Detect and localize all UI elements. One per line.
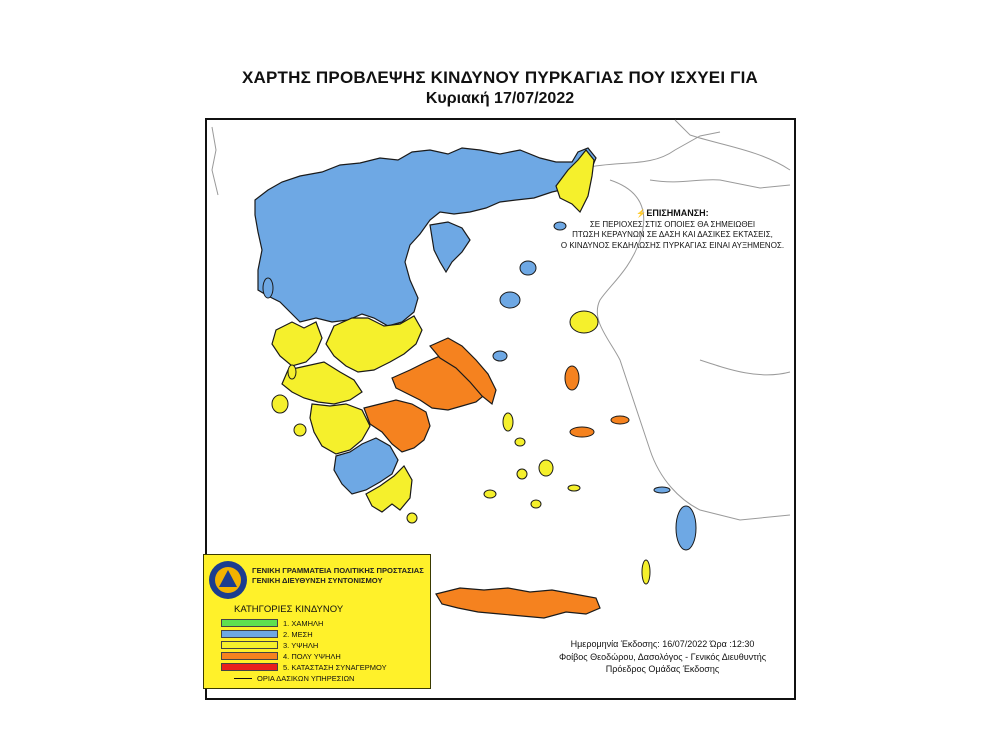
issue-date: Ημερομηνία Έκδοσης: 16/07/2022 Ώρα :12:30 xyxy=(570,639,755,649)
legend-label: 1. ΧΑΜΗΛΗ xyxy=(283,618,324,628)
tinos xyxy=(515,438,525,446)
legend-boundary xyxy=(234,674,354,683)
legend-label: 2. ΜΕΣΗ xyxy=(283,629,313,639)
issue-info xyxy=(520,638,805,676)
limnos xyxy=(500,292,520,308)
legend-label: 3. ΥΨΗΛΗ xyxy=(283,640,319,650)
lefkada xyxy=(288,365,296,379)
legend-item-alert xyxy=(221,662,387,672)
andros xyxy=(503,413,513,431)
issuer-role: Πρόεδρος Ομάδας Έκδοσης xyxy=(605,664,720,674)
legend-item-very-high xyxy=(221,651,341,661)
legend-item-medium xyxy=(221,629,313,639)
skyros xyxy=(493,351,507,361)
naxos xyxy=(539,460,553,476)
notice-line: ΣΕ ΠΕΡΙΟΧΕΣ ΣΤΙΣ ΟΠΟΙΕΣ ΘΑ ΣΗΜΕΙΩΘΕΙ xyxy=(589,219,756,229)
lesvos xyxy=(570,311,598,333)
boundary-line-symbol xyxy=(234,678,252,679)
paros xyxy=(517,469,527,479)
ikaria xyxy=(611,416,629,424)
kythira xyxy=(407,513,417,523)
amorgos xyxy=(568,485,580,491)
notice-line: Ο ΚΙΝΔΥΝΟΣ ΕΚΔΗΛΩΣΗΣ ΠΥΡΚΑΓΙΑΣ ΕΙΝΑΙ ΑΥΞΗΜΕΝΟΣ. xyxy=(560,240,785,250)
samos xyxy=(570,427,594,437)
zakynthos xyxy=(294,424,306,436)
boundary-label: ΟΡΙΑ ΔΑΣΙΚΩΝ ΥΠΗΡΕΣΙΩΝ xyxy=(257,674,355,683)
legend-label: 5. ΚΑΤΑΣΤΑΣΗ ΣΥΝΑΓΕΡΜΟΥ xyxy=(283,662,387,672)
rhodes xyxy=(676,506,696,550)
org-line-2: ΓΕΝΙΚΗ ΔΙΕΥΘΥΝΣΗ ΣΥΝΤΟΝΙΣΜΟΥ xyxy=(252,576,383,585)
chalkidiki xyxy=(430,222,470,272)
karpathos xyxy=(642,560,650,584)
organization-name xyxy=(252,566,424,586)
corfu xyxy=(263,278,273,298)
crete xyxy=(436,588,600,618)
legend-label: 4. ΠΟΛΥ ΥΨΗΛΗ xyxy=(283,651,341,661)
thasos xyxy=(520,261,536,275)
forecast-date: Κυριακή 17/07/2022 xyxy=(425,90,575,107)
legend-item-low xyxy=(221,618,323,628)
swatch-high xyxy=(221,641,278,649)
kefalonia xyxy=(272,395,288,413)
map-title: ΧΑΡΤΗΣ ΠΡΟΒΛΕΨΗΣ ΚΙΝΔΥΝΟΥ ΠΥΡΚΑΓΙΑΣ ΠΟΥ ΙΣΧΥΕΙ ΓΙΑ xyxy=(241,68,758,87)
issuer-name: Φοίβος Θεοδώρου, Δασολόγος - Γενικός Διευθυντής xyxy=(558,651,767,662)
milos xyxy=(484,490,496,498)
legend-item-high xyxy=(221,640,318,650)
swatch-medium xyxy=(221,630,278,638)
civil-protection-logo xyxy=(208,560,248,600)
swatch-low xyxy=(221,619,278,627)
org-line-1: ΓΕΝΙΚΗ ΓΡΑΜΜΑΤΕΙΑ ΠΟΛΙΤΙΚΗΣ ΠΡΟΣΤΑΣΙΑΣ xyxy=(252,566,424,575)
epirus-west xyxy=(272,322,322,366)
kos xyxy=(654,487,670,493)
lightning-notice xyxy=(540,208,805,251)
notice-line: ΠΤΩΣΗ ΚΕΡΑΥΝΩΝ ΣΕ ΔΑΣΗ ΚΑΙ ΔΑΣΙΚΕΣ ΕΚΤΑΣΕΙΣ, xyxy=(572,230,773,239)
swatch-alert xyxy=(221,663,278,671)
legend-title: ΚΑΤΗΓΟΡΙΕΣ ΚΙΝΔΥΝΟΥ xyxy=(234,604,344,615)
legend-box xyxy=(203,554,431,689)
central-greece-yellow xyxy=(326,316,422,372)
santorini xyxy=(531,500,541,508)
notice-heading: ΕΠΙΣΗΜΑΝΣΗ: xyxy=(646,208,709,218)
swatch-very-high xyxy=(221,652,278,660)
lightning-icon: ⚡ xyxy=(636,209,647,218)
chios xyxy=(565,366,579,390)
